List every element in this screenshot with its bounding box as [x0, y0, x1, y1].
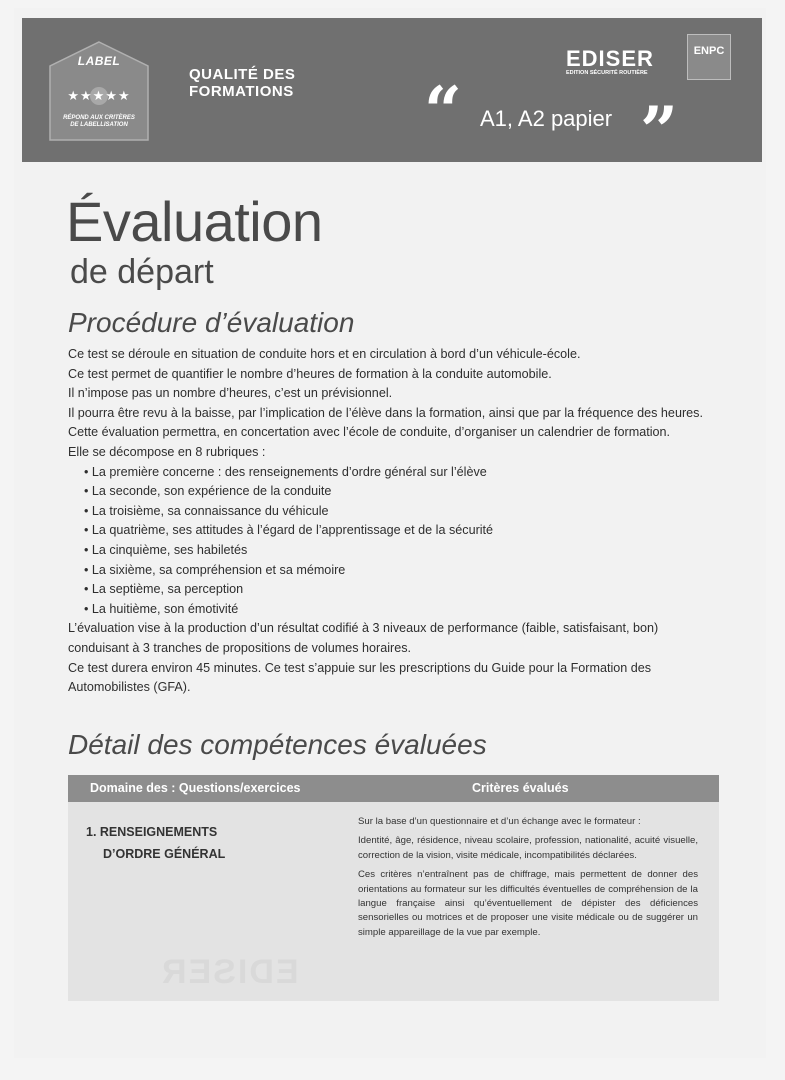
- quality-line1: QUALITÉ DES: [189, 66, 296, 83]
- details-heading: Détail des compétences évaluées: [68, 729, 487, 760]
- criteria-paragraph: Sur la base d’un questionnaire et d’un échange avec le formateur :: [358, 816, 641, 827]
- procedure-paragraph: Elle se décompose en 8 rubriques :: [68, 444, 266, 459]
- rubrics-list: [68, 463, 720, 620]
- list-item: • La septième, sa perception: [84, 580, 720, 600]
- page-subtitle: de départ: [70, 253, 214, 291]
- badge-label: LABEL: [77, 54, 121, 68]
- table-row-label: [86, 821, 225, 865]
- badge-subtitle-line1: RÉPOND AUX CRITÈRES: [63, 115, 135, 121]
- list-item: • La troisième, sa connaissance du véhicule: [84, 502, 720, 522]
- row-label-line2: D’ORDRE GÉNÉRAL: [103, 847, 226, 861]
- column-header-criteria: Critères évalués: [472, 781, 569, 795]
- competences-table: [68, 775, 719, 1001]
- ediser-tagline: EDITION SÉCURITÉ ROUTIÈRE: [566, 70, 648, 76]
- page-title: Évaluation: [66, 190, 323, 253]
- procedure-paragraph: L’évaluation vise à la production d’un résultat codifié à 3 niveaux de performance (faible, satisfaisant, bon) conduisant à 3 tranches de propositions de volumes horaires.: [68, 621, 659, 655]
- procedure-heading: Procédure d’évaluation: [68, 307, 355, 338]
- ediser-watermark: EDISER: [160, 953, 299, 991]
- column-header-domain: Domaine des : Questions/exercices: [90, 781, 301, 795]
- procedure-paragraph: Il n’impose pas un nombre d’heures, c’est un prévisionnel.: [68, 386, 393, 401]
- quality-line2: FORMATIONS: [189, 83, 294, 100]
- list-item: • La sixième, sa compréhension et sa mémoire: [84, 561, 720, 581]
- procedure-paragraph: Ce test permet de quantifier le nombre d’heures de formation à la conduite automobile.: [68, 366, 552, 381]
- procedure-paragraph: Ce test se déroule en situation de conduite hors et en circulation à bord d’un véhicule-école.: [68, 347, 581, 361]
- criteria-paragraph: Identité, âge, résidence, niveau scolaire, profession, nationalité, acuité visuelle, correction de la vision, visite médicale, incompatibilités déclarées.: [358, 835, 698, 861]
- quote-open-mark: “: [424, 72, 462, 150]
- badge-subtitle-line2: DE LABELLISATION: [70, 122, 128, 128]
- list-item: • La première concerne : des renseignements d’ordre général sur l’élève: [84, 463, 720, 483]
- quality-heading: [189, 66, 295, 100]
- procedure-paragraph: Cette évaluation permettra, en concertation avec l’école de conduite, d’organiser un calendrier de formation.: [68, 425, 671, 440]
- criteria-paragraph: Ces critères n’entraînent pas de chiffrage, mais permettent de donner des orientations au formateur sur les difficultés éventuelles de compréhension de la langue française ainsi qu’éventuellement de dépister des déficiences sensorielles ou motrices et de proposer une visite médicale ou de suggérer un simple appareillage de la vue par exemple.: [358, 869, 698, 938]
- table-row-criteria: [358, 815, 698, 945]
- list-item: • La huitième, son émotivité: [84, 600, 720, 620]
- list-item: • La cinquième, ses habiletés: [84, 541, 720, 561]
- badge-subtitle: [44, 115, 154, 129]
- quote-close-mark: ”: [640, 92, 678, 170]
- quote-text: A1, A2 papier: [480, 106, 613, 131]
- enpc-logo: ENPC: [687, 34, 731, 80]
- ediser-logo: EDISER: [566, 46, 654, 71]
- badge-stars: ★★★★★: [67, 88, 131, 103]
- row-label-line1: 1. RENSEIGNEMENTS: [86, 825, 218, 839]
- list-item: • La seconde, son expérience de la conduite: [84, 482, 720, 502]
- label-badge: [44, 40, 154, 144]
- table-header: [68, 775, 719, 802]
- list-item: • La quatrième, ses attitudes à l’égard de l’apprentissage et de la sécurité: [84, 521, 720, 541]
- procedure-body: [68, 345, 720, 698]
- procedure-paragraph: Il pourra être revu à la baisse, par l’implication de l’élève dans la formation, ainsi que par la fréquence des heures.: [68, 405, 703, 420]
- procedure-paragraph: Ce test durera environ 45 minutes. Ce test s’appuie sur les prescriptions du Guide pour la Formation des Automobilistes (GFA).: [68, 660, 652, 695]
